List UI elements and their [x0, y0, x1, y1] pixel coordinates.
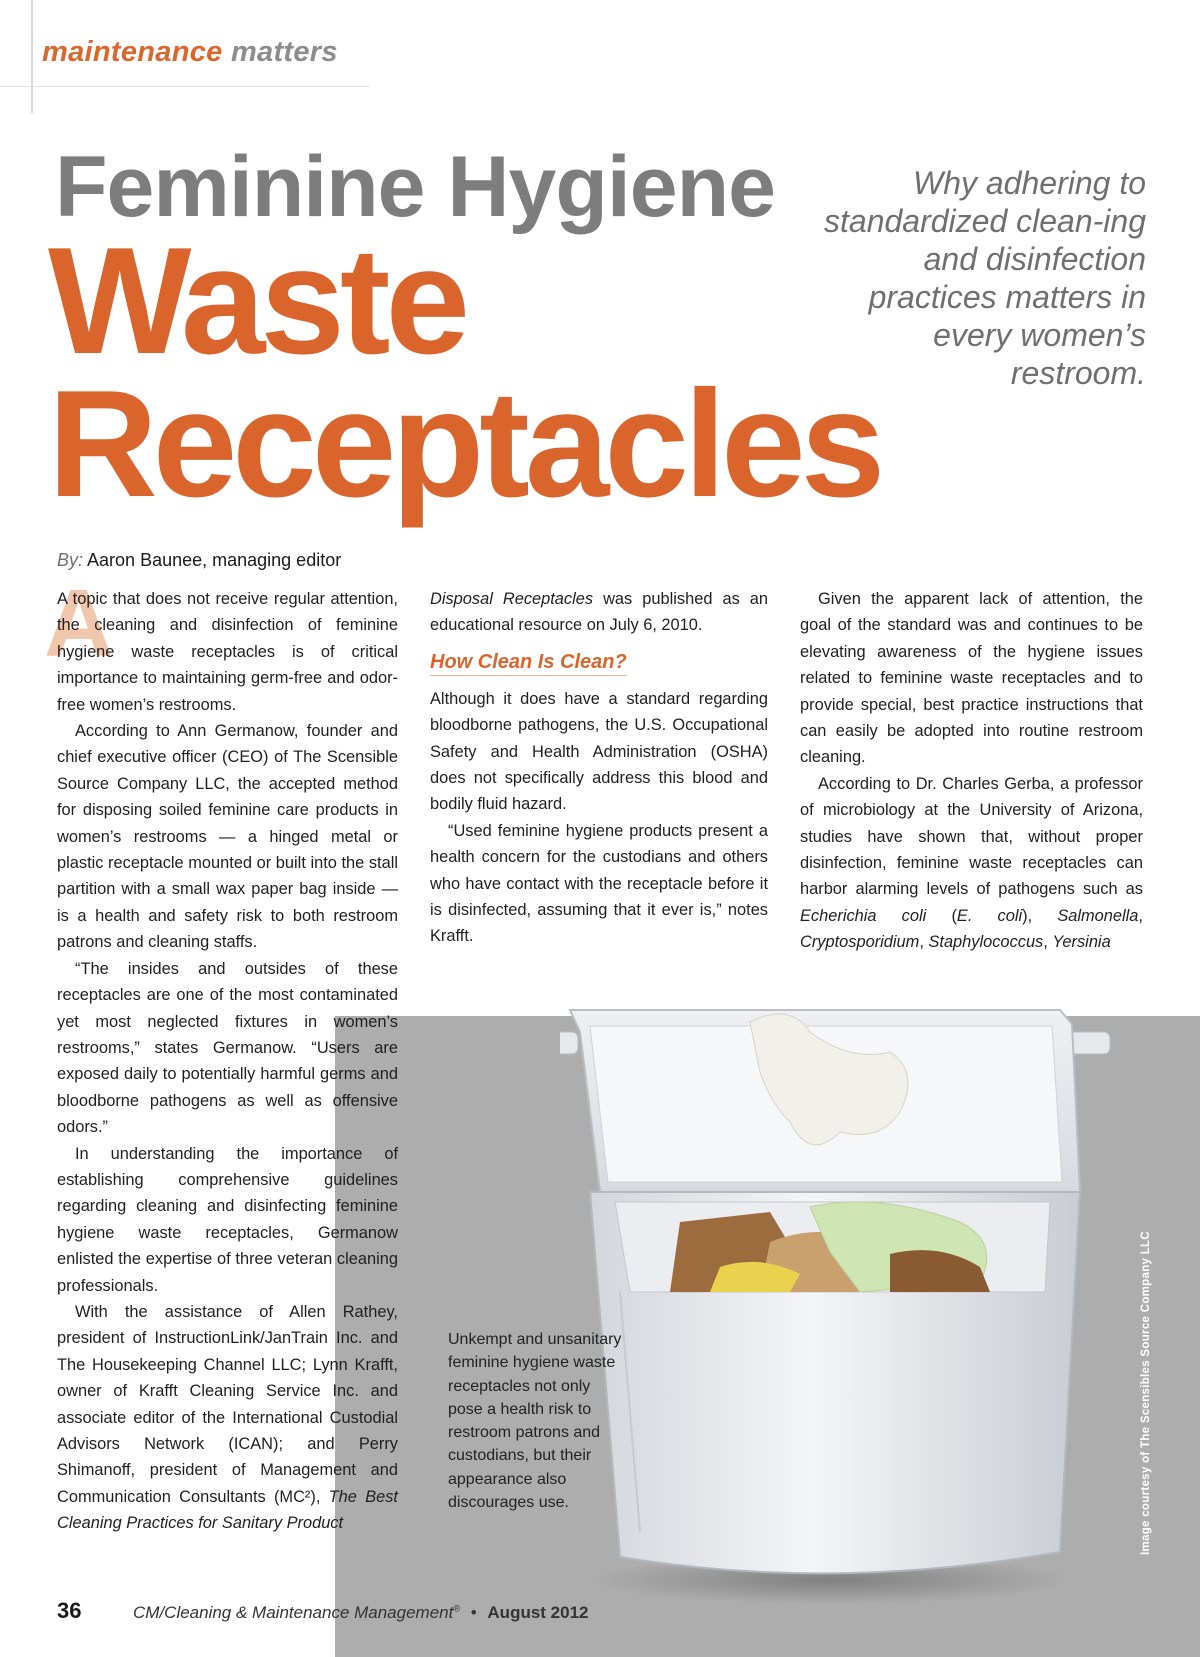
article-dek: Why adhering to standardized clean-ing and disinfection practices matters in every women’s restroom. [824, 165, 1146, 391]
photo-caption: Unkempt and unsanitary feminine hygiene waste receptacles not only pose a health risk to restroom patrons and custodians, but their appearance also discourages use. [448, 1331, 622, 1512]
paragraph-title-italic: Disposal Receptacles [430, 590, 594, 608]
header-rule-vertical [31, 0, 33, 113]
paragraph: A topic that does not receive regular attention, the cleaning and disinfection of feminine hygiene waste receptacles is of critical importance to maintaining germ-free and odor-free women’s restrooms. [57, 590, 398, 714]
byline-prefix: By: [57, 550, 84, 570]
paragraph: Although it does have a standard regarding bloodborne pathogens, the U.S. Occupational Safety and Health Administration (OSHA) does not specifically address this blood and bodily fluid hazard. [430, 689, 768, 814]
footer-publication [133, 1603, 589, 1623]
page-number: 36 [57, 1598, 82, 1623]
paragraph [57, 1299, 398, 1537]
paragraph: “The insides and outsides of these receptacles are one of the most contaminated yet most neglected fixtures in women’s restrooms,” states Germanow. “Users are exposed daily to potentially harmful germs and bloodborne pathogens as well as offensive odors.” [57, 959, 398, 1137]
species-name: Salmonella [1057, 906, 1139, 925]
headline-line3: Receptacles [48, 359, 881, 529]
article-column-1 [57, 586, 398, 1537]
paragraph [800, 771, 1143, 956]
byline-author: Aaron Baunee, managing editor [87, 550, 342, 570]
paragraph: “Used feminine hygiene products present a health concern for the custodians and others who have contact with the receptacle before it is disinfected, assuming that it ever is,” notes Krafft. [430, 821, 768, 946]
publication-name: CM/Cleaning & Maintenance Management [133, 1603, 454, 1622]
paragraph: Given the apparent lack of attention, the goal of the standard was and continues to be elevating awareness of the hygiene issues related to feminine waste receptacles and to provide special, best practice instructions that can easily be adopted into routine restroom cleaning. [800, 590, 1143, 767]
drop-cap: A [44, 570, 114, 677]
section-tag [42, 36, 338, 69]
paragraph-text: was published as an educational resource on July 6, 2010. [430, 590, 769, 635]
species-name: Echerichia coli [800, 906, 927, 925]
species-name: E. coli [956, 906, 1023, 925]
section-tag-part1: maintenance [42, 36, 223, 68]
footer-bullet: • [470, 1603, 477, 1622]
species-name: Yersinia [1052, 933, 1111, 952]
paragraph [430, 586, 768, 639]
issue-date: August 2012 [487, 1603, 589, 1622]
species-name: Staphylococcus [928, 933, 1044, 952]
paragraph-text: ( [926, 906, 957, 925]
headline-line2: Waste [48, 216, 466, 386]
paragraph: According to Ann Germanow, founder and chief executive officer (CEO) of The Scensible Source Company LLC, the accepted method for disposing soiled feminine care products in women’s restrooms — a hinged metal or plastic receptacle mounted or built into the stall partition with a small wax paper bag inside — is a health and safety risk to both restroom patrons and cleaning staffs. [57, 722, 398, 952]
paragraph-text: , [919, 933, 929, 952]
subheading: How Clean Is Clean? [430, 649, 627, 676]
paragraph-text: , [1043, 933, 1053, 952]
paragraph-text: , [1138, 906, 1143, 925]
paragraph-text: With the assistance of Allen Rathey, president of InstructionLink/JanTrain Inc. and The Housekeeping Channel LLC; Lynn Krafft, owner of Krafft Cleaning Service Inc. and associate editor of the International Custodial Advisors Network (ICAN); and Perry Shimanoff, president of Management and Communication Consultants (MC²), [57, 1302, 398, 1506]
section-tag-part2: matters [230, 36, 338, 68]
byline [57, 550, 341, 571]
article-column-2 [430, 586, 768, 950]
registered-mark: ® [453, 1603, 460, 1614]
headline-line1: Feminine Hygiene [55, 139, 775, 235]
species-name: Cryptosporidium [800, 933, 920, 952]
header-rule-horizontal [0, 86, 370, 87]
paragraph-text: ), [1022, 906, 1058, 925]
waste-receptacle-photo [560, 992, 1120, 1612]
paragraph-text: According to Dr. Charles Gerba, a professor of microbiology at the University of Arizona, studies have shown that, without proper disinfection, feminine waste receptacles can harbor alarming levels of pathogens such as [800, 774, 1143, 899]
photo-credit: Image courtesy of The Scensibles Source Company LLC [1140, 1231, 1152, 1555]
article-column-3 [800, 586, 1143, 956]
paragraph: In understanding the importance of establishing comprehensive guidelines regarding cleaning and disinfecting feminine hygiene waste receptacles, Germanow enlisted the expertise of three veteran cleaning professionals. [57, 1144, 398, 1295]
paragraph-title-italic: The Best Cleaning Practices for Sanitary Product [57, 1487, 398, 1533]
